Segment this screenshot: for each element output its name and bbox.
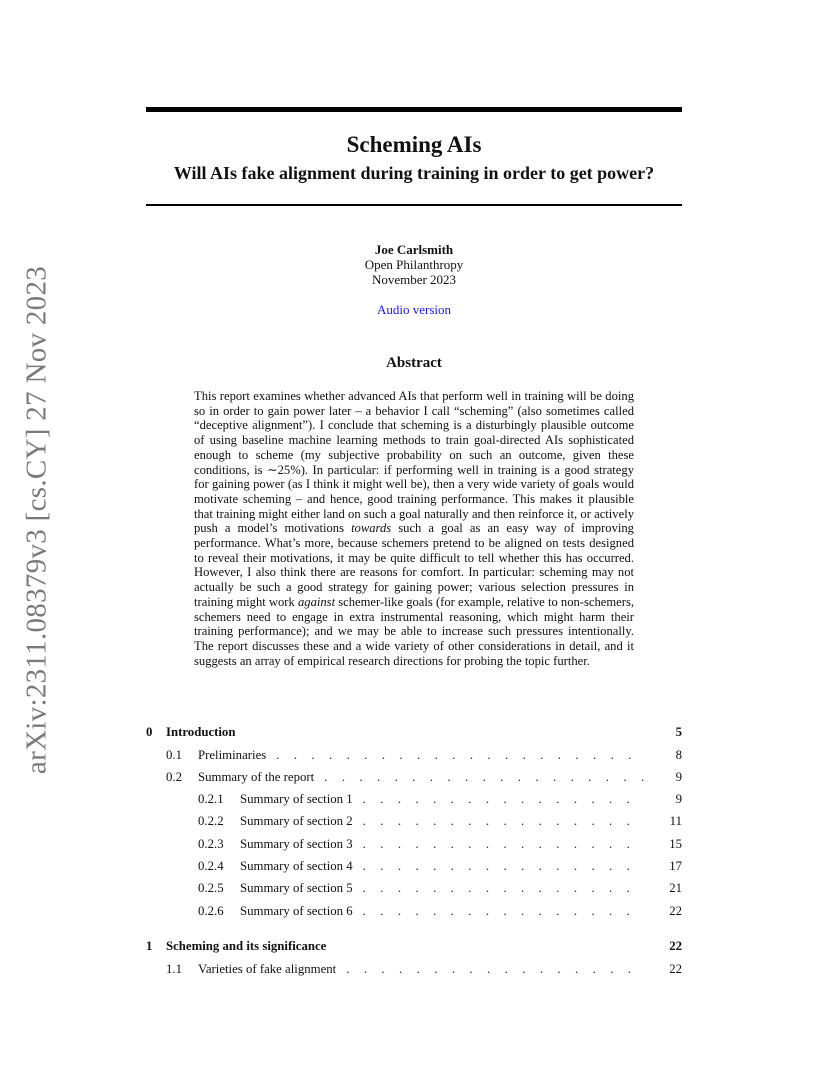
toc-page: 9: [675, 770, 682, 784]
toc-leader-dots: [324, 769, 644, 785]
toc-leader-dots: [363, 903, 644, 919]
toc-page: 22: [669, 904, 682, 918]
toc-number: 0.2.6: [198, 904, 224, 918]
author-affiliation: Open Philanthropy: [364, 257, 464, 272]
toc-page: 5: [675, 725, 682, 739]
toc-label: Preliminaries: [198, 748, 267, 762]
toc-entry-scheming-significance[interactable]: [146, 938, 682, 954]
toc-label: Scheming and its significance: [166, 939, 327, 953]
toc-page: 21: [669, 881, 682, 895]
toc-entry-summary-section-2[interactable]: [146, 813, 682, 829]
toc-entry-summary-section-6[interactable]: [146, 903, 682, 919]
paper-title: Scheming AIs: [346, 132, 482, 157]
toc-label: Introduction: [166, 725, 236, 739]
toc-number: 1: [146, 939, 153, 953]
toc-number: 0: [146, 725, 153, 739]
toc-entry-introduction[interactable]: [146, 724, 682, 740]
abstract-text-part-1: This report examines whether advanced AIs that perform well in training will be doing so in order to gain power later – a behavior I call “scheming” (also sometimes called “deceptive alignment”). I conclude that scheming is a disturbingly plausible outcome of using baseline machine learning methods to train goal-directed AIs sophisticated enough to scheme (my subjective probability on such an outcome, given these conditions, is ∼25%). In particular: if performing well in training is a good strategy for gaining power (as I think it might well be), then a very wide variety of goals would motivate scheming – and hence, good training performance. This makes it plausible that training might either land on such a goal naturally and then reinforce it, or actively push a model’s motivations: [194, 389, 634, 536]
abstract-emphasis-towards: towards: [351, 521, 392, 536]
toc-label: Varieties of fake alignment: [198, 962, 337, 976]
toc-page: 22: [669, 962, 682, 976]
toc-label: Summary of section 1: [240, 792, 353, 806]
toc-label: Summary of section 5: [240, 881, 353, 895]
paper-subtitle: Will AIs fake alignment during training in order to get power?: [173, 163, 655, 183]
toc-page: 9: [675, 792, 682, 806]
toc-number: 0.2.5: [198, 881, 224, 895]
toc-page: 11: [669, 814, 682, 828]
toc-page: 22: [669, 939, 682, 953]
toc-leader-dots: [363, 791, 644, 807]
abstract-emphasis-against: against: [297, 594, 336, 609]
abstract-text-part-3: schemer-like goals (for example, relative to non-schemers, schemers need to engage in extra instrumental reasoning, which might harm their training performance); and we may be able to increase such pressures intentionally. The report discusses these and a wide variety of other considerations in detail, and it suggests an array of empirical research directions for probing the topic further.: [194, 594, 635, 668]
toc-leader-dots: [346, 961, 644, 977]
title-rule-bottom: [146, 204, 682, 206]
toc-page: 8: [675, 748, 682, 762]
toc-entry-summary-of-report[interactable]: [146, 769, 682, 785]
toc-label: Summary of section 4: [240, 859, 353, 873]
toc-number: 0.2.1: [198, 792, 224, 806]
toc-leader-dots: [276, 747, 644, 763]
toc-entry-summary-section-5[interactable]: [146, 880, 682, 896]
toc-page: 17: [669, 859, 682, 873]
toc-label: Summary of the report: [198, 770, 315, 784]
toc-number: 0.2.2: [198, 814, 224, 828]
toc-entry-preliminaries[interactable]: [146, 747, 682, 763]
toc-leader-dots: [363, 813, 644, 829]
author-block: [146, 242, 682, 287]
arxiv-side-stamp[interactable]: arXiv:2311.08379v3 [cs.CY] 27 Nov 2023: [20, 265, 53, 775]
toc-entry-summary-section-1[interactable]: [146, 791, 682, 807]
abstract-text-part-2: such a goal as an easy way of improving performance. What’s more, because schemers pretend to be aligned on tests designed to reveal their motivations, it may be quite difficult to tell whether this has occurred. However, I also think there are reasons for comfort. In particular: scheming may not actually be such a good strategy for gaining power; various selection pressures in training might work: [194, 521, 634, 609]
author-name: Joe Carlsmith: [374, 242, 454, 257]
abstract-heading: Abstract: [386, 355, 442, 371]
title-rule-top: [146, 107, 682, 112]
toc-leader-dots: [363, 880, 644, 896]
toc-label: Summary of section 3: [240, 837, 353, 851]
toc-number: 0.2.3: [198, 837, 224, 851]
toc-number: 0.1: [166, 748, 182, 762]
abstract-text: [194, 389, 634, 668]
toc-label: Summary of section 2: [240, 814, 353, 828]
toc-leader-dots: [363, 858, 644, 874]
toc-label: Summary of section 6: [240, 904, 353, 918]
toc-page: 15: [669, 837, 682, 851]
toc-number: 0.2: [166, 770, 182, 784]
toc-leader-dots: [363, 836, 644, 852]
publication-date: November 2023: [371, 272, 457, 287]
toc-number: 1.1: [166, 962, 182, 976]
toc-entry-summary-section-3[interactable]: [146, 836, 682, 852]
toc-entry-varieties-fake-alignment[interactable]: [146, 961, 682, 977]
toc-entry-summary-section-4[interactable]: [146, 858, 682, 874]
audio-version-link[interactable]: Audio version: [376, 302, 452, 317]
toc-number: 0.2.4: [198, 859, 224, 873]
